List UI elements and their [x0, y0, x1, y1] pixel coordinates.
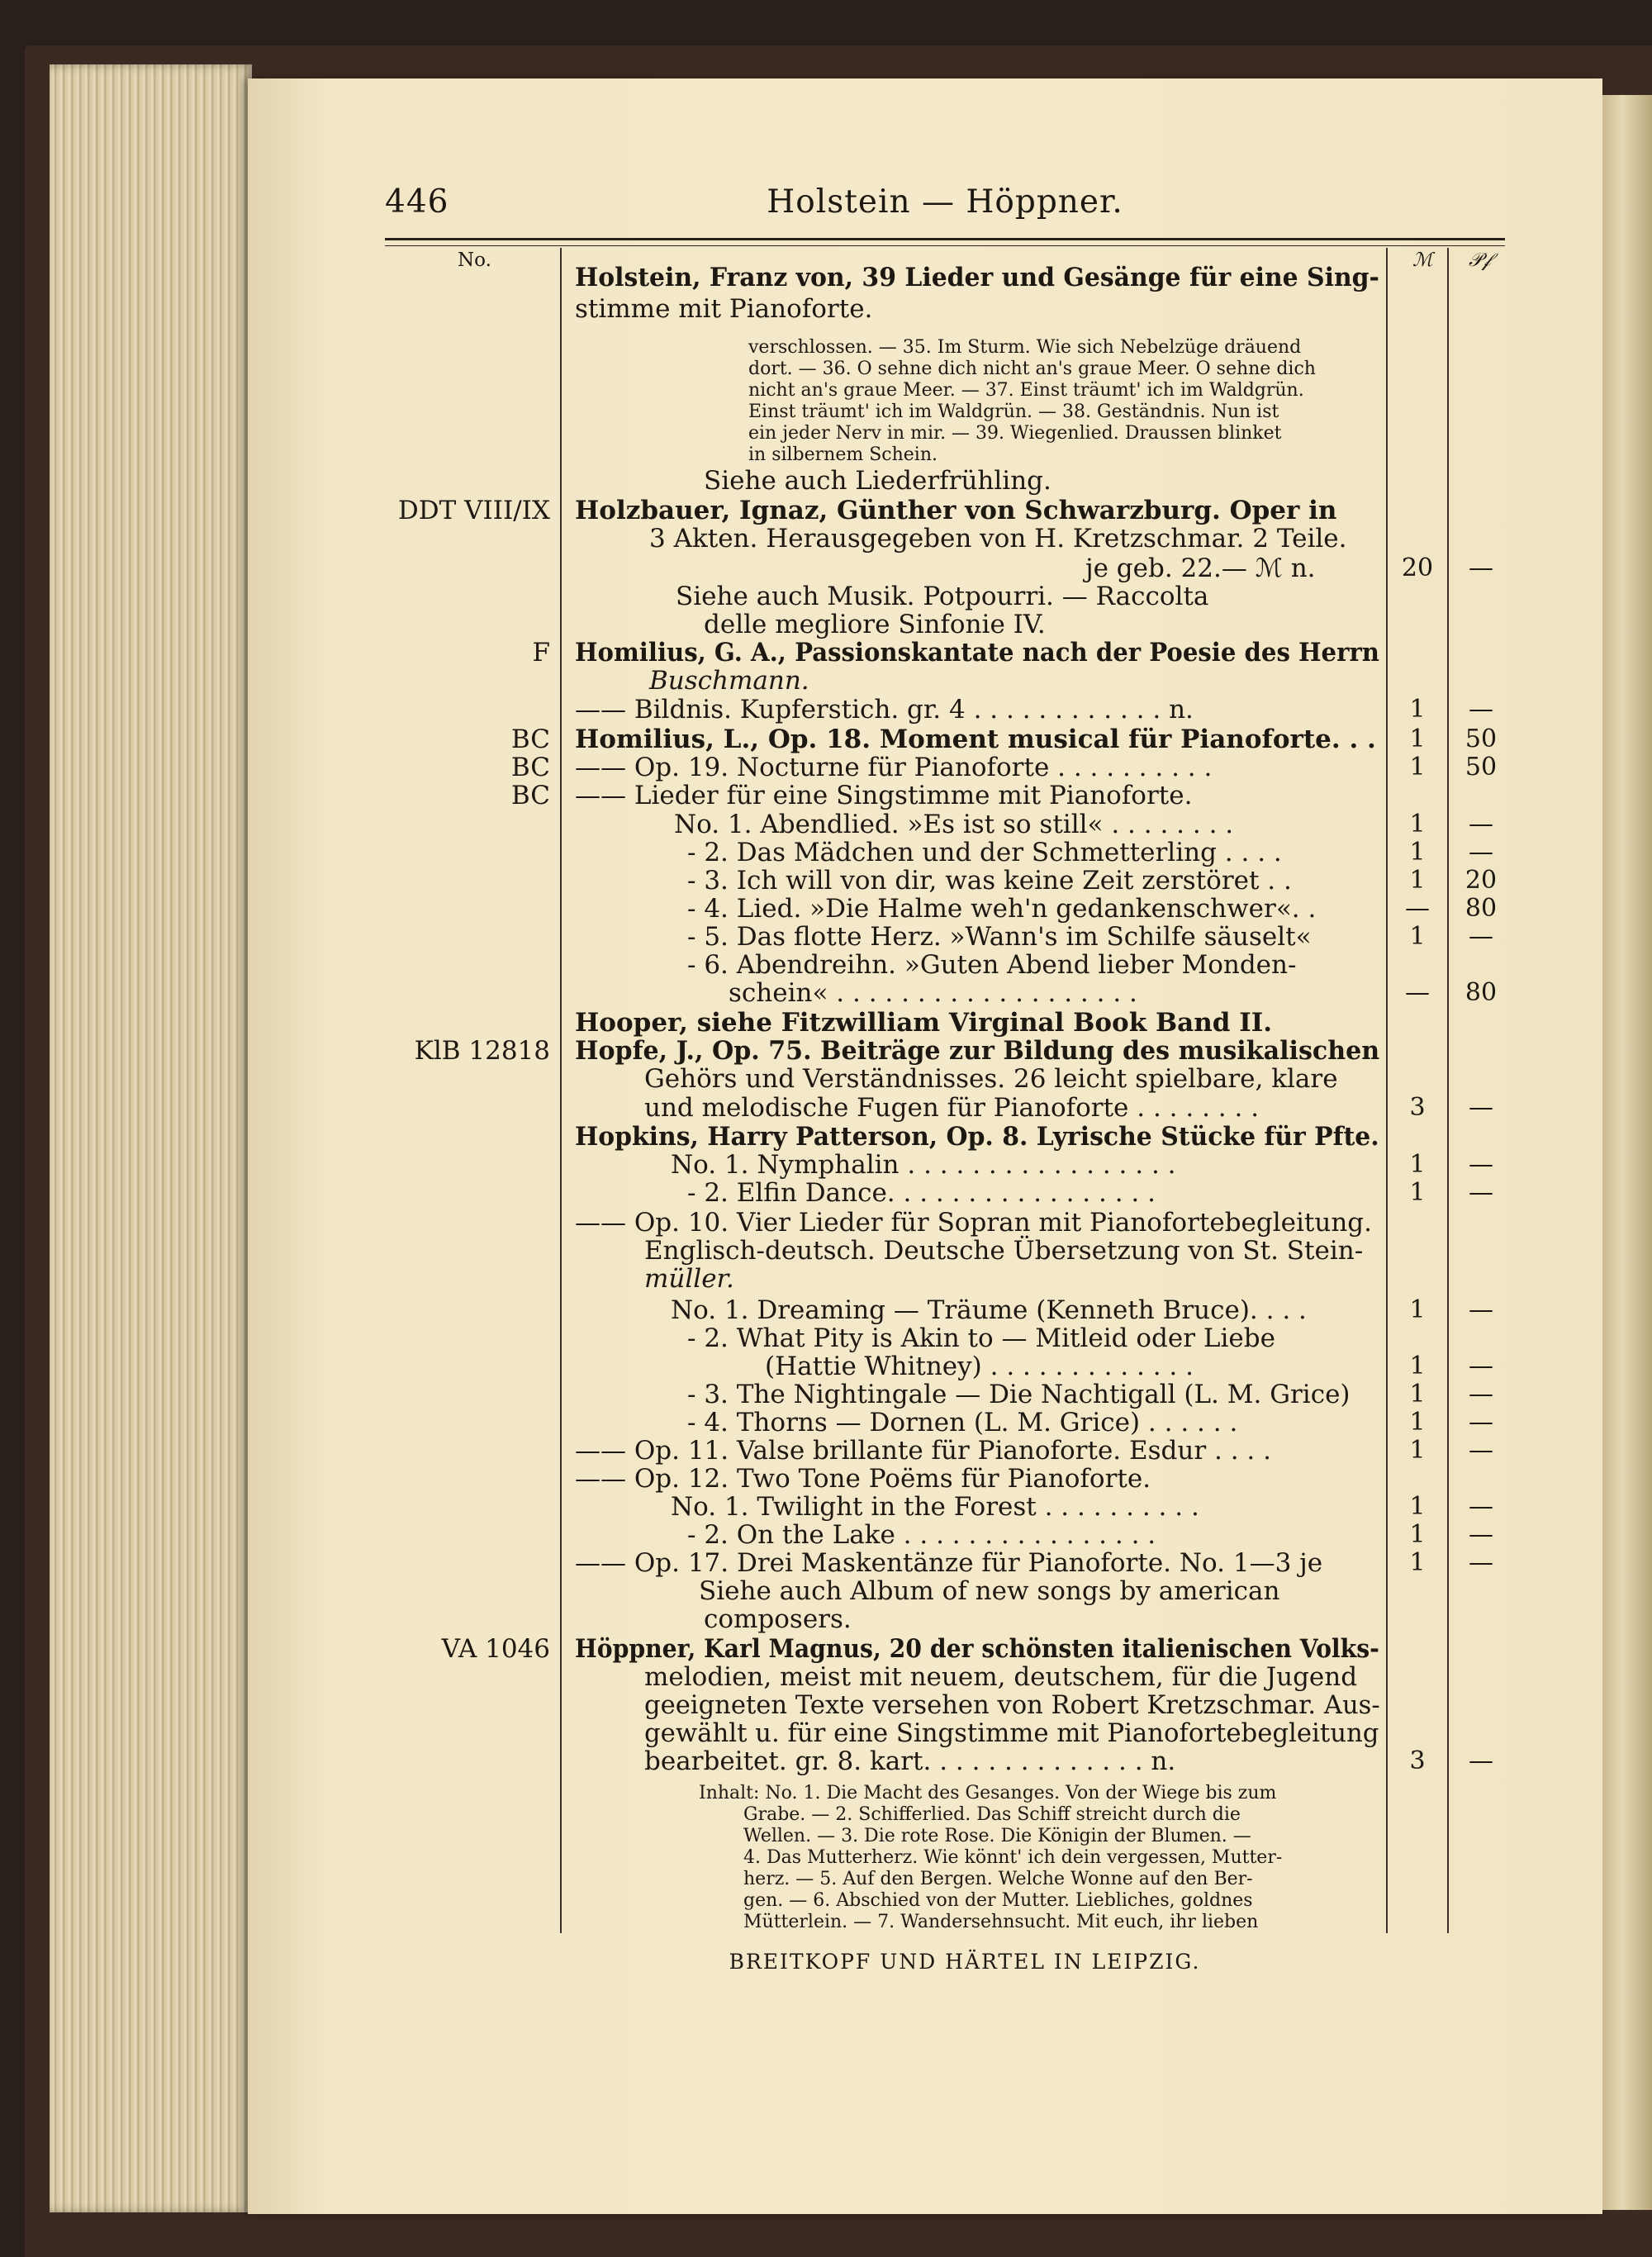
entry-text: - 6. Abendreihn. »Guten Abend lieber Monden-: [687, 950, 1297, 980]
entry-heading-text: Hopkins, Harry Patterson, Op. 8. Lyrische Stücke für Pfte.: [575, 1122, 1379, 1152]
price-pfennig: —: [1469, 695, 1493, 724]
price-pfennig: 80: [1464, 894, 1498, 923]
entry-text: 3 Akten. Herausgegeben von H. Kretzschmar. 2 Teile.: [649, 524, 1347, 554]
column-header-mark: ℳ: [1412, 249, 1433, 271]
entry-text: —— Op. 10. Vier Lieder für Sopran mit Pianofortebegleitung.: [575, 1208, 1372, 1238]
entry-text: - 2. Elfin Dance. . . . . . . . . . . . . . . . .: [687, 1178, 1156, 1208]
entry-text: Mütterlein. — 7. Wandersehnsucht. Mit euch, ihr lieben: [743, 1912, 1259, 1932]
price-pfennig: —: [1469, 922, 1493, 951]
entry-text: Englisch-deutsch. Deutsche Übersetzung von St. Stein-: [644, 1236, 1364, 1266]
price-pfennig: —: [1469, 1352, 1493, 1380]
entry-text: —— Bildnis. Kupferstich. gr. 4 . . . . . . . . . . . . n.: [575, 695, 1194, 725]
running-head: [385, 183, 1505, 233]
price-mark: 3: [1409, 1746, 1426, 1775]
entry-text: —— Op. 11. Valse brillante für Pianoforte. Esdur . . . .: [575, 1436, 1271, 1466]
price-pfennig: —: [1469, 1093, 1493, 1122]
price-pfennig: —: [1469, 1380, 1493, 1409]
entry-text: - 4. Thorns — Dornen (L. M. Grice) . . . . . .: [687, 1408, 1238, 1437]
entry-text: Siehe auch Album of new songs by american: [699, 1576, 1280, 1606]
entry-text: müller.: [644, 1264, 734, 1294]
price-mark: 1: [1409, 922, 1426, 951]
right-page-edge: [1602, 95, 1652, 2210]
entry-heading-text: Holstein, Franz von, 39 Lieder und Gesänge für eine Sing-: [575, 263, 1379, 292]
entry-heading-text: Hooper, siehe Fitzwilliam Virginal Book Band II.: [575, 1008, 1273, 1038]
entry-heading-text: Holzbauer, Ignaz, Günther von Schwarzburg. Oper in: [575, 496, 1337, 525]
price-mark: 1: [1409, 753, 1426, 782]
entry-text: - 4. Lied. »Die Halme weh'n gedankenschwer«. .: [687, 894, 1317, 924]
price-mark: 1: [1409, 866, 1426, 895]
entry-text: herz. — 5. Auf den Bergen. Welche Wonne auf den Ber-: [743, 1869, 1253, 1889]
entry-text: - 2. Das Mädchen und der Schmetterling . . . .: [687, 838, 1282, 867]
price-pfennig: —: [1469, 1492, 1493, 1521]
price-pfennig: 80: [1464, 978, 1498, 1007]
header-rule-thin: [385, 245, 1505, 246]
price-pfennig: —: [1469, 1178, 1493, 1207]
price-mark: 1: [1409, 1408, 1426, 1437]
running-title: Holstein — Höppner.: [767, 183, 1123, 221]
entry-text: gen. — 6. Abschied von der Mutter. Liebliches, goldnes: [743, 1890, 1253, 1911]
price-pfennig: —: [1469, 810, 1493, 839]
price-pfennig: —: [1469, 1408, 1493, 1437]
shelf-reference: VA 1046: [441, 1634, 550, 1664]
price-mark: 1: [1409, 1150, 1426, 1179]
column-rule-ref: [560, 248, 562, 1933]
price-pfennig: —: [1469, 1548, 1493, 1577]
shelf-reference: BC: [510, 753, 550, 782]
column-rule-text: [1386, 248, 1388, 1933]
entry-text: verschlossen. — 35. Im Sturm. Wie sich Nebelzüge dräuend: [748, 337, 1302, 358]
shelf-reference: F: [532, 638, 550, 668]
entry-text: Siehe auch Liederfrühling.: [704, 466, 1051, 496]
entry-text: schein« . . . . . . . . . . . . . . . . . . .: [729, 978, 1137, 1008]
entry-text: - 3. The Nightingale — Die Nachtigall (L. M. Grice): [687, 1380, 1351, 1409]
entry-text: Grabe. — 2. Schifferlied. Das Schiff streicht durch die: [743, 1804, 1241, 1825]
price-mark: 1: [1409, 810, 1426, 839]
entry-text: je geb. 22.— ℳ n.: [1085, 554, 1316, 583]
entry-text: 4. Das Mutterherz. Wie könnt' ich dein vergessen, Mutter-: [743, 1847, 1283, 1868]
shelf-reference: BC: [510, 725, 550, 754]
price-mark: —: [1405, 894, 1430, 923]
entry-text: —— Op. 19. Nocturne für Pianoforte . . . . . . . . . .: [575, 753, 1213, 782]
column-rule-mark: [1447, 248, 1449, 1933]
column-header-no: No.: [458, 249, 491, 271]
price-mark: 1: [1409, 695, 1426, 724]
entry-text: in silbernem Schein.: [748, 444, 938, 465]
price-pfennig: —: [1469, 1746, 1493, 1775]
entry-text: Gehörs und Verständnisses. 26 leicht spielbare, klare: [644, 1064, 1338, 1094]
entry-text: composers.: [704, 1604, 852, 1634]
entry-text: Siehe auch Musik. Potpourri. — Raccolta: [676, 582, 1209, 611]
entry-text: geeigneten Texte versehen von Robert Kretzschmar. Aus-: [644, 1690, 1380, 1720]
entry-text: —— Lieder für eine Singstimme mit Pianoforte.: [575, 781, 1193, 810]
page-edges: [50, 64, 252, 2212]
price-pfennig: —: [1469, 838, 1493, 867]
entry-text: - 2. What Pity is Akin to — Mitleid oder Liebe: [687, 1323, 1275, 1353]
entry-text: No. 1. Nymphalin . . . . . . . . . . . . . . . . .: [671, 1150, 1176, 1180]
entry-text: Inhalt: No. 1. Die Macht des Gesanges. Von der Wiege bis zum: [699, 1783, 1277, 1803]
shelf-reference: BC: [510, 781, 550, 810]
entry-text: - 3. Ich will von dir, was keine Zeit zerstöret . .: [687, 866, 1292, 896]
entry-text: gewählt u. für eine Singstimme mit Pianofortebegleitung: [644, 1718, 1379, 1748]
header-rule: [385, 238, 1505, 240]
entry-text: - 5. Das flotte Herz. »Wann's im Schilfe säuselt«: [687, 922, 1312, 952]
entry-text: delle megliore Sinfonie IV.: [704, 610, 1046, 639]
entry-text: No. 1. Twilight in the Forest . . . . . . . . . .: [671, 1492, 1199, 1522]
price-mark: 1: [1409, 725, 1426, 753]
price-mark: 1: [1409, 1380, 1426, 1409]
price-mark: 1: [1409, 1520, 1426, 1549]
price-mark: 1: [1409, 1436, 1426, 1465]
price-mark: 3: [1409, 1093, 1426, 1122]
entry-text: —— Op. 17. Drei Maskentänze für Pianoforte. No. 1—3 je: [575, 1548, 1323, 1578]
price-mark: 1: [1409, 1295, 1426, 1324]
shelf-reference: DDT VIII/IX: [397, 496, 550, 525]
price-mark: 1: [1409, 1548, 1426, 1577]
price-mark: 1: [1409, 1178, 1426, 1207]
price-mark: 20: [1401, 554, 1434, 582]
price-pfennig: 50: [1464, 753, 1498, 782]
entry-text: Buschmann.: [649, 666, 809, 696]
entry-text: bearbeitet. gr. 8. kart. . . . . . . . . . . . . . n.: [644, 1746, 1176, 1776]
entry-text: nicht an's graue Meer. — 37. Einst träumt' ich im Waldgrün.: [748, 380, 1304, 401]
entry-text: melodien, meist mit neuem, deutschem, für die Jugend: [644, 1662, 1358, 1692]
entry-text: - 2. On the Lake . . . . . . . . . . . . . . . .: [687, 1520, 1156, 1550]
price-mark: 1: [1409, 1492, 1426, 1521]
price-pfennig: —: [1469, 554, 1493, 582]
entry-text: No. 1. Abendlied. »Es ist so still« . . . . . . . .: [674, 810, 1234, 839]
page-number: 446: [385, 183, 449, 221]
shelf-reference: KlB 12818: [414, 1036, 550, 1066]
entry-heading-text: Homilius, G. A., Passionskantate nach der Poesie des Herrn: [575, 638, 1379, 668]
price-pfennig: 20: [1464, 866, 1498, 895]
entry-text: dort. — 36. O sehne dich nicht an's graue Meer. O sehne dich: [748, 359, 1316, 379]
entry-text: stimme mit Pianoforte.: [575, 294, 873, 324]
price-mark: 1: [1409, 1352, 1426, 1380]
entry-text: No. 1. Dreaming — Träume (Kenneth Bruce). . . .: [671, 1295, 1307, 1325]
entry-text: Einst träumt' ich im Waldgrün. — 38. Geständnis. Nun ist: [748, 402, 1279, 422]
price-mark: 1: [1409, 838, 1426, 867]
price-pfennig: —: [1469, 1436, 1493, 1465]
entry-text: ein jeder Nerv in mir. — 39. Wiegenlied. Draussen blinket: [748, 423, 1282, 444]
price-pfennig: —: [1469, 1150, 1493, 1179]
entry-heading-text: Hopfe, J., Op. 75. Beiträge zur Bildung des musikalischen: [575, 1036, 1380, 1066]
entry-text: (Hattie Whitney) . . . . . . . . . . . . .: [765, 1352, 1194, 1381]
entry-text: und melodische Fugen für Pianoforte . . . . . . . .: [644, 1093, 1260, 1123]
price-pfennig: 50: [1464, 725, 1498, 753]
publisher-footer: BREITKOPF UND HÄRTEL IN LEIPZIG.: [729, 1950, 1201, 1974]
entry-text: —— Op. 12. Two Tone Poëms für Pianoforte.: [575, 1464, 1151, 1494]
price-pfennig: —: [1469, 1295, 1493, 1324]
entry-heading-text: Homilius, L., Op. 18. Moment musical für Pianoforte. . .: [575, 725, 1376, 754]
entry-text: Wellen. — 3. Die rote Rose. Die Königin der Blumen. —: [743, 1826, 1251, 1846]
price-mark: —: [1405, 978, 1430, 1007]
column-header-pfennig: 𝒫𝒻: [1469, 249, 1491, 271]
price-pfennig: —: [1469, 1520, 1493, 1549]
entry-heading-text: Höppner, Karl Magnus, 20 der schönsten italienischen Volks-: [575, 1634, 1379, 1664]
